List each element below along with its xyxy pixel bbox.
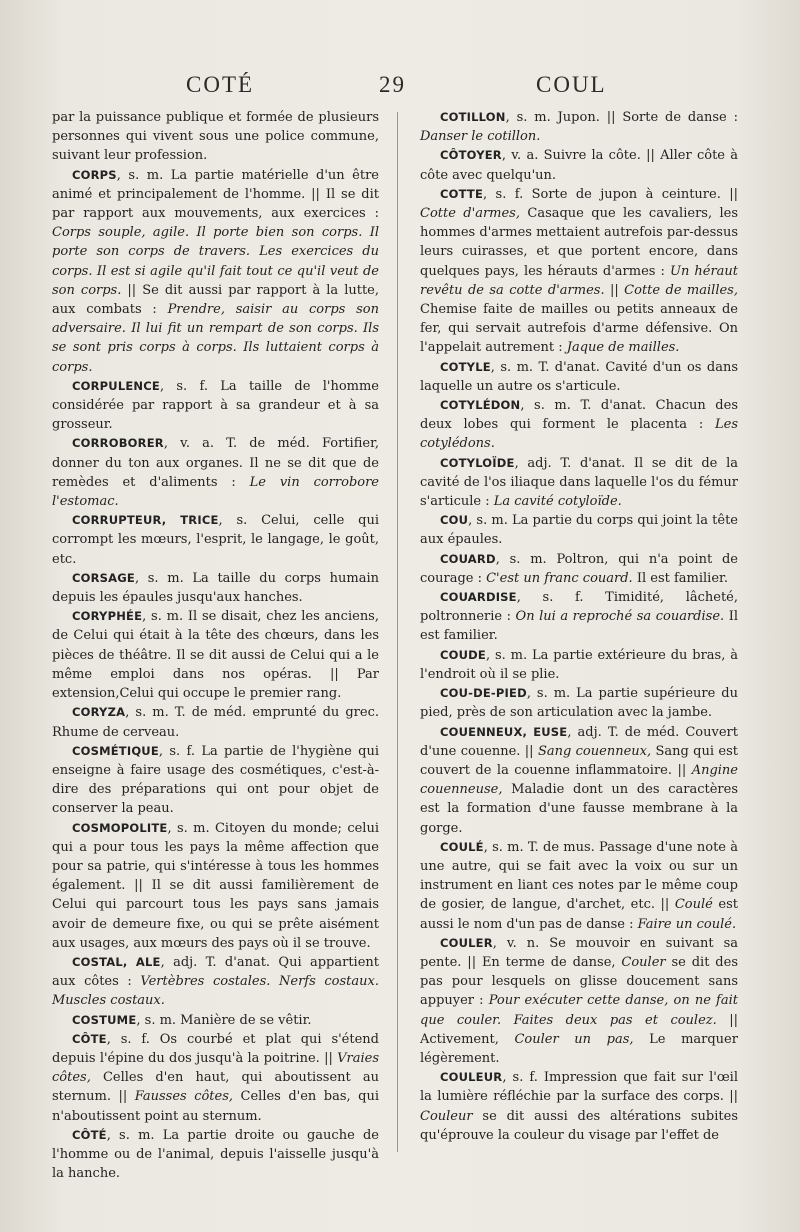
- definition-text: , s. f. Os courbé et plat qui s'étend depuis l'épine du dos jusqu'à la poitrine. ||: [52, 1031, 379, 1066]
- definition-text: , s. m. Citoyen du monde; celui qui a pour tous les pays la même affection que pour sa patrie, qui s'intéresse à tous les hommes également. || Il se dit aussi familièrement de Celui qui parcourt tous les pays sans jamais avoir de demeure fixe, ou qui se prête aisément aux usages, aux mœurs des pays où il se trouve.: [52, 820, 379, 951]
- page-number: 29: [379, 72, 406, 97]
- column-divider: [397, 112, 398, 1152]
- headword: COTYLOÏDE: [440, 455, 515, 470]
- example-text: Danser le cotillon.: [420, 129, 541, 145]
- headword: CÔTOYER: [440, 148, 502, 163]
- definition-text: , v. n. Se mouvoir en suivant sa pente. || En terme de danse,: [420, 935, 738, 970]
- entry: [420, 934, 738, 1068]
- example-text: Couler un pas,: [514, 1031, 634, 1047]
- right-column: [420, 108, 738, 1145]
- entry: [420, 550, 738, 588]
- entry: [52, 1030, 379, 1126]
- definition-text: || Se dit aussi par rapport à la lutte, aux combats :: [52, 282, 380, 318]
- definition-text: Chemise faite de mailles ou petits anneaux de fer, qui servait autrefois d'arme défensive. On l'appelait autrement :: [420, 302, 738, 356]
- headword: CORYPHÉE: [72, 609, 143, 624]
- definition-text: , v. a. T. de méd. Fortifier, donner du ton aux organes. Il ne se dit que de remèdes et d'aliments :: [52, 436, 379, 490]
- definition-text: se dit des pas pour lesquels on glisse doucement sans appuyer :: [420, 954, 738, 1009]
- entry: [52, 434, 379, 511]
- headword: COUDE: [440, 647, 486, 662]
- headword: CÔTÉ: [72, 1127, 107, 1142]
- header-right-guideword: COUL: [536, 72, 607, 97]
- definition-text: , s. f. Impression que fait sur l'œil la lumière réfléchie par la surface des corps. ||: [420, 1070, 738, 1105]
- entry: [420, 146, 738, 184]
- definition-text: Sang qui est couvert de la couenne inflammatoire. ||: [420, 743, 738, 778]
- example-text: Cotte de mailles,: [624, 282, 738, 298]
- entry: [52, 511, 379, 569]
- definition-text: est aussi le nom d'un pas de danse :: [420, 897, 738, 932]
- example-text: Sang couenneux,: [537, 743, 652, 759]
- definition-text: , s. f. Sorte de jupon à ceinture. ||: [483, 186, 738, 202]
- definition-text: || Activement,: [420, 1012, 738, 1047]
- definition-text: , s. f. La partie de l'hygiène qui enseigne à faire usage des cosmétiques, c'est-à-dire des préparations qui ont pour objet de conserver la peau.: [52, 743, 379, 817]
- entry: [52, 607, 379, 703]
- headword: COSMÉTIQUE: [72, 743, 159, 758]
- example-text: Vraies côtes,: [52, 1050, 379, 1086]
- definition-text: , s. m. T. d'anat. Chacun des deux lobes qui forment le placenta :: [420, 398, 738, 433]
- headword: CORPS: [72, 167, 117, 182]
- headword: COUARD: [440, 551, 496, 566]
- definition-text: , s. m. La taille du corps humain depuis les épaules jusqu'aux hanches.: [52, 570, 379, 606]
- definition-text: , s. f. La taille de l'homme considérée par rapport à sa grandeur et à sa grosseur.: [52, 378, 379, 433]
- definition-text: , s. m. T. de méd. emprunté du grec. Rhume de cerveau.: [52, 705, 379, 740]
- definition-text: Il est familier.: [632, 570, 728, 586]
- entry: [52, 1011, 379, 1030]
- entry: [420, 185, 738, 358]
- entry: [420, 646, 738, 684]
- headword: COU: [440, 513, 469, 528]
- headword: COTILLON: [440, 110, 506, 124]
- definition-text: , s. Celui, celle qui corrompt les mœurs, l'esprit, le langage, le goût, etc.: [52, 513, 379, 567]
- definition-text: , s. m. La partie matérielle d'un être animé et principalement de l'homme. || Il se dit par rapport aux mouvements, aux exercices :: [52, 167, 379, 222]
- headword: CORRUPTEUR, TRICE: [72, 513, 219, 528]
- left-column: [52, 108, 379, 1183]
- definition-text: se dit aussi des altérations subites qu'éprouve la couleur du visage par l'effet de: [420, 1108, 738, 1143]
- definition-text: , s. m. La partie du corps qui joint la tête aux épaules.: [420, 513, 738, 548]
- headword: CORSAGE: [72, 570, 135, 585]
- entry: [420, 358, 738, 396]
- headword: COSMOPOLITE: [72, 820, 168, 835]
- entry: [52, 377, 379, 435]
- headword: COTTE: [440, 186, 484, 201]
- example-text: C'est un franc couard.: [486, 570, 633, 586]
- entry: [420, 511, 738, 549]
- example-text: On lui a reproché sa couardise.: [515, 609, 725, 625]
- entry: [52, 569, 379, 607]
- example-text: Un héraut revêtu de sa cotte d'armes.: [420, 263, 739, 298]
- example-text: Fausses côtes,: [134, 1089, 234, 1105]
- entry: [52, 166, 379, 377]
- entry: [420, 454, 738, 512]
- headword: COTYLÉDON: [440, 398, 521, 413]
- definition-text: , adj. T. d'anat. Qui appartient aux côtes :: [52, 954, 379, 990]
- entry: [420, 838, 738, 934]
- entry: [420, 723, 738, 838]
- definition-text: , s. m. La partie supérieure du pied, près de son articulation avec la jambe.: [420, 686, 738, 721]
- definition-text: , s. m. T. de mus. Passage d'une note à une autre, qui se fait avec la voix ou sur un instrument en liant ces notes par le même coup de gosier, de langue, d'archet, etc. ||: [420, 839, 738, 913]
- entry: [52, 742, 379, 819]
- definition-text: , s. m. Jupon. || Sorte de danse :: [505, 110, 738, 125]
- example-text: Couler: [621, 954, 666, 970]
- headword: COUENNEUX, EUSE: [440, 724, 568, 739]
- headword: COSTAL, ALE: [72, 954, 161, 969]
- entry: [420, 588, 738, 646]
- headword: CORROBORER: [72, 436, 164, 451]
- example-text: La cavité cotyloïde.: [493, 494, 622, 510]
- headword: COULÉ: [440, 839, 484, 854]
- definition-text: Le marquer légèrement.: [420, 1031, 738, 1066]
- definition-text: , s. f. Timidité, lâcheté, poltronnerie :: [420, 590, 738, 625]
- headword: COULER: [440, 935, 493, 950]
- definition-text: Maladie dont un des caractères est la formation d'une fausse membrane à la gorge.: [420, 782, 738, 836]
- headword: COU-DE-PIED: [440, 686, 527, 701]
- definition-text: Celles d'en bas, qui n'aboutissent point au sternum.: [52, 1089, 379, 1124]
- running-header: [0, 72, 800, 102]
- headword: COULEUR: [440, 1070, 503, 1085]
- example-text: Prendre, saisir au corps son adversaire. Il lui fit un rempart de son corps. Ils se sont pris corps à corps. Ils luttaient corps à corps.: [52, 302, 379, 375]
- headword: COUARDISE: [440, 590, 517, 605]
- definition-text: , s. m. La partie extérieure du bras, à l'endroit où il se plie.: [420, 647, 738, 682]
- example-text: Coulé: [674, 897, 713, 913]
- definition-text: ||: [604, 282, 625, 298]
- headword: COSTUME: [72, 1012, 137, 1027]
- entry: [420, 1068, 738, 1145]
- example-text: Corps souple, agile. Il porte bien son corps. Il porte son corps de travers. Les exercices du corps. Il est si agile qu'il fait tout ce qu'il veut de son corps.: [52, 225, 379, 298]
- definition-text: , v. a. Suivre la côte. || Aller côte à côte avec quelqu'un.: [420, 148, 738, 183]
- definition-text: , s. m. Poltron, qui n'a point de courage :: [420, 551, 738, 586]
- entry: [52, 1126, 379, 1184]
- entry: [420, 684, 738, 722]
- example-text: Les cotylédons.: [420, 417, 738, 452]
- example-text: Couleur: [420, 1108, 473, 1124]
- example-text: Faire un coulé.: [637, 916, 737, 932]
- entry: [420, 396, 738, 454]
- definition-text: , adj. T. d'anat. Il se dit de la cavité de l'os iliaque dans laquelle l'os du fémur s'articule :: [420, 455, 738, 510]
- definition-text: , s. m. Il se disait, chez les anciens, de Celui qui était à la tête des chœurs, dans les pièces de théâtre. Il se dit aussi de Celui qui a le même emploi dans nos opéras. || Par extension,Celui qui occupe le premier rang.: [52, 609, 379, 702]
- headword: CÔTE: [72, 1031, 107, 1046]
- entry: [52, 108, 379, 166]
- definition-text: , s. m. La partie droite ou gauche de l'homme ou de l'animal, depuis l'aisselle jusqu'à la hanche.: [52, 1127, 379, 1182]
- example-text: Cotte d'armes,: [420, 206, 520, 222]
- header-left-guideword: COTÉ: [186, 72, 255, 97]
- example-text: Le vin corrobore l'estomac.: [52, 474, 379, 510]
- definition-text: , s. m. T. d'anat. Cavité d'un os dans laquelle un autre os s'articule.: [420, 359, 738, 394]
- definition-text: Il est familier.: [420, 609, 738, 644]
- definition-text: Casaque que les cavaliers, les hommes d'armes mettaient autrefois par-dessus leurs cuirasses, et que portent encore, dans quelques pays, les hérauts d'armes :: [420, 206, 738, 279]
- definition-text: Celles d'en haut, qui aboutissent au sternum. ||: [52, 1070, 379, 1105]
- example-text: Vertèbres costales. Nerfs costaux. Muscles costaux.: [52, 974, 379, 1009]
- definition-text: par la puissance publique et formée de plusieurs personnes qui vivent sous une police commune, suivant leur profession.: [52, 110, 379, 164]
- headword: CORYZA: [72, 705, 126, 720]
- headword: COTYLE: [440, 359, 491, 374]
- entry: [52, 703, 379, 741]
- example-text: Angine couenneuse,: [420, 762, 738, 798]
- headword: CORPULENCE: [72, 378, 160, 393]
- entry: [52, 819, 379, 953]
- example-text: Jaque de mailles.: [566, 340, 680, 356]
- definition-text: , s. m. Manière de se vêtir.: [136, 1012, 312, 1028]
- example-text: Pour exécuter cette danse, on ne fait que couler. Faites deux pas et coulez.: [420, 993, 738, 1028]
- entry: [420, 108, 738, 146]
- entry: [52, 953, 379, 1011]
- definition-text: , adj. T. de méd. Couvert d'une couenne. ||: [420, 724, 738, 759]
